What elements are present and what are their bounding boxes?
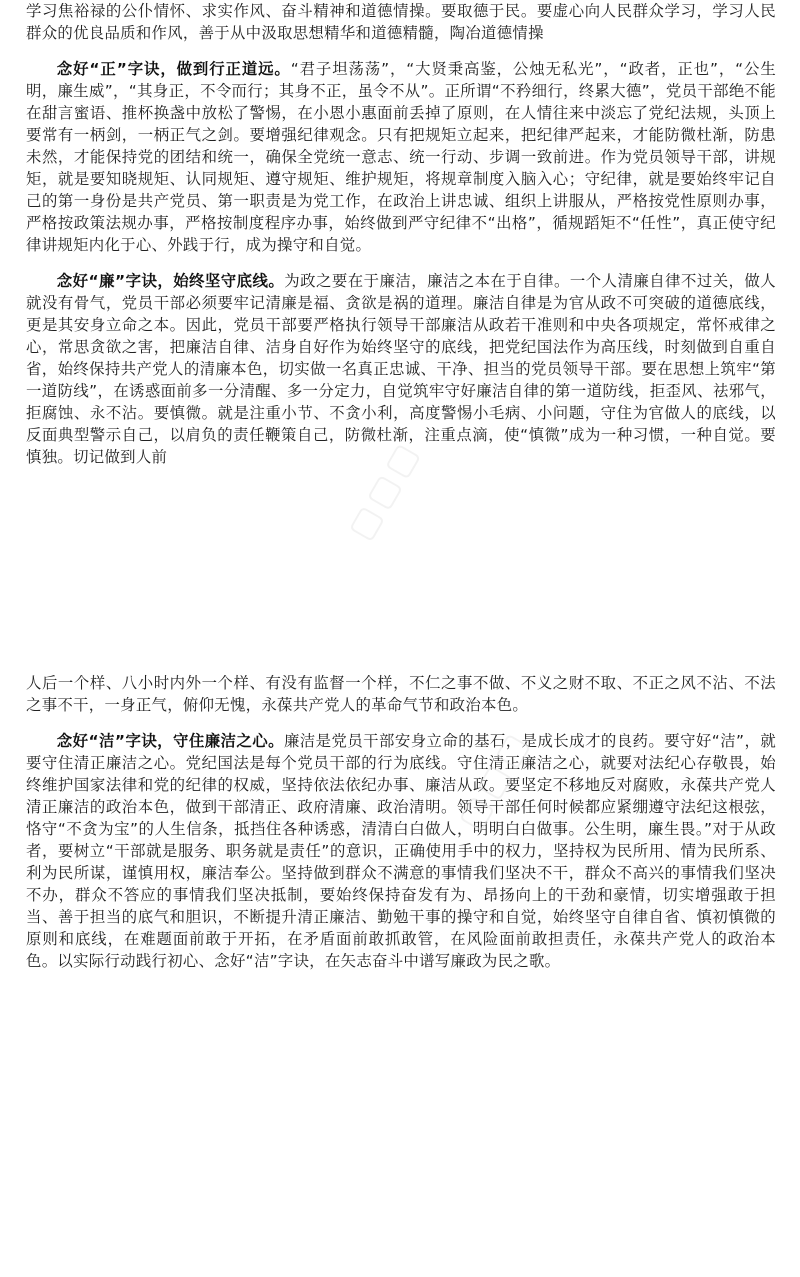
watermark-mark: ▢▢▢ xyxy=(339,433,429,547)
paragraph-heading: 念好“正”字诀，做到行正道远。 xyxy=(56,60,291,78)
document-page-top xyxy=(26,0,776,474)
paragraph-text: “君子坦荡荡”，“大贤秉高鉴，公烛无私光”，“政者，正也”，“公生明，廉生威”，“其身正，不令而行；其身不正，虽令不从”。正所谓“不矜细行，终累大德”，党员干部绝不能在甜言蜜语、推杯换盏中放松了警惕，在小恩小惠面前丢掉了原则，在人情往来中淡忘了党纪法规，头顶上要常有一柄剑，一柄正气之剑。要增强纪律观念。只有把规矩立起来，把纪律严起来，才能防微杜渐，防患未然，才能保持党的团结和统一，确保全党统一意志、统一行动、步调一致前进。作为党员领导干部，讲规矩，就是要知晓规矩、认同规矩、遵守规矩、维护规矩，将规章制度入脑入心；守纪律，就是要始终牢记自己的第一身份是共产党员、第一职责是为党工作，在政治上讲忠诚、组织上讲服从，严格按党性原则办事，严格按政策法规办事，严格按制度程序办事，始终做到严守纪律不“出格”，循规蹈矩不“任性”，真正使守纪律讲规矩内化于心、外践于行，成为操守和自觉。 xyxy=(26,60,777,254)
watermark-mark: ▢▢▢ xyxy=(449,723,539,837)
paragraph-text: 人后一个样、八小时内外一个样、有没有监督一个样，不仁之事不做、不义之财不取、不正之风不沾、不法之事不干，一身正气，俯仰无愧，永葆共产党人的革命气节和政治本色。 xyxy=(26,674,776,714)
paragraph-intro-continued xyxy=(26,0,776,44)
document-page-bottom xyxy=(26,672,776,978)
paragraph-text: 学习焦裕禄的公仆情怀、求实作风、奋斗精神和道德情操。要取德于民。要虚心向人民群众学习，学习人民群众的优良品质和作风，善于从中汲取思想精华和道德精髓，陶冶道德情操 xyxy=(26,2,776,42)
paragraph-heading: 念好“洁”字诀，守住廉洁之心。 xyxy=(56,732,284,750)
paragraph-text: 廉洁是党员干部安身立命的基石，是成长成才的良药。要守好“洁”，就要守住清正廉洁之心。党纪国法是每个党员干部的行为底线。守住清正廉洁之心，就要对法纪心存敬畏，始终维护国家法律和党的纪律的权威，坚持依法依纪办事、廉洁从政。要坚定不移地反对腐败，永葆共产党人清正廉洁的政治本色，做到干部清正、政府清廉、政治清明。领导干部任何时候都应紧绷遵守法纪这根弦，恪守“不贪为宝”的人生信条，抵挡住各种诱惑，清清白白做人，明明白白做事。公生明，廉生畏。”对于从政者，要树立“干部就是服务、职务就是责任”的意识，正确使用手中的权力，坚持权为民所用、情为民所系、利为民所谋，谨慎用权，廉洁奉公。坚持做到群众不满意的事情我们坚决不干，群众不高兴的事情我们坚决不办，群众不答应的事情我们坚决抵制，要始终保持奋发有为、昂扬向上的干劲和豪情，切实增强敢于担当、善于担当的底气和胆识，不断提升清正廉洁、勤勉干事的操守和自觉，始终坚守自律自省、慎初慎微的原则和底线，在难题面前敢于开拓，在矛盾面前敢抓敢管，在风险面前敢担责任，永葆共产党人的政治本色。以实际行动践行初心、念好“洁”字诀，在矢志奋斗中谱写廉政为民之歌。 xyxy=(26,732,777,970)
paragraph-jie xyxy=(26,730,776,972)
paragraph-text: 为政之要在于廉洁，廉洁之本在于自律。一个人清廉自律不过关，做人就没有骨气，党员干部必须要牢记清廉是福、贪欲是祸的道理。廉洁自律是为官从政不可突破的道德底线，更是其安身立命之本。因此，党员干部要严格执行领导干部廉洁从政若干准则和中央各项规定，常怀戒律之心，常思贪欲之害，把廉洁自律、洁身自好作为始终坚守的底线，把党纪国法作为高压线，时刻做到自重自省，始终保持共产党人的清廉本色，切实做一名真正忠诚、干净、担当的党员领导干部。要在思想上筑牢“第一道防线”，在诱惑面前多一分清醒、多一分定力，自觉筑牢守好廉洁自律的第一道防线，拒歪风、祛邪气，拒腐蚀、永不沾。要慎微。就是注重小节、不贪小利，高度警惕小毛病、小问题，守住为官做人的底线，以反面典型警示自己，以肩负的责任鞭策自己，防微杜渐，注重点滴，使“慎微”成为一种习惯，一种自觉。要慎独。切记做到人前 xyxy=(26,272,776,466)
paragraph-lian-continued xyxy=(26,672,776,716)
paragraph-zheng xyxy=(26,58,776,256)
paragraph-lian xyxy=(26,270,776,468)
paragraph-heading: 念好“廉”字诀，始终坚守底线。 xyxy=(56,272,285,290)
